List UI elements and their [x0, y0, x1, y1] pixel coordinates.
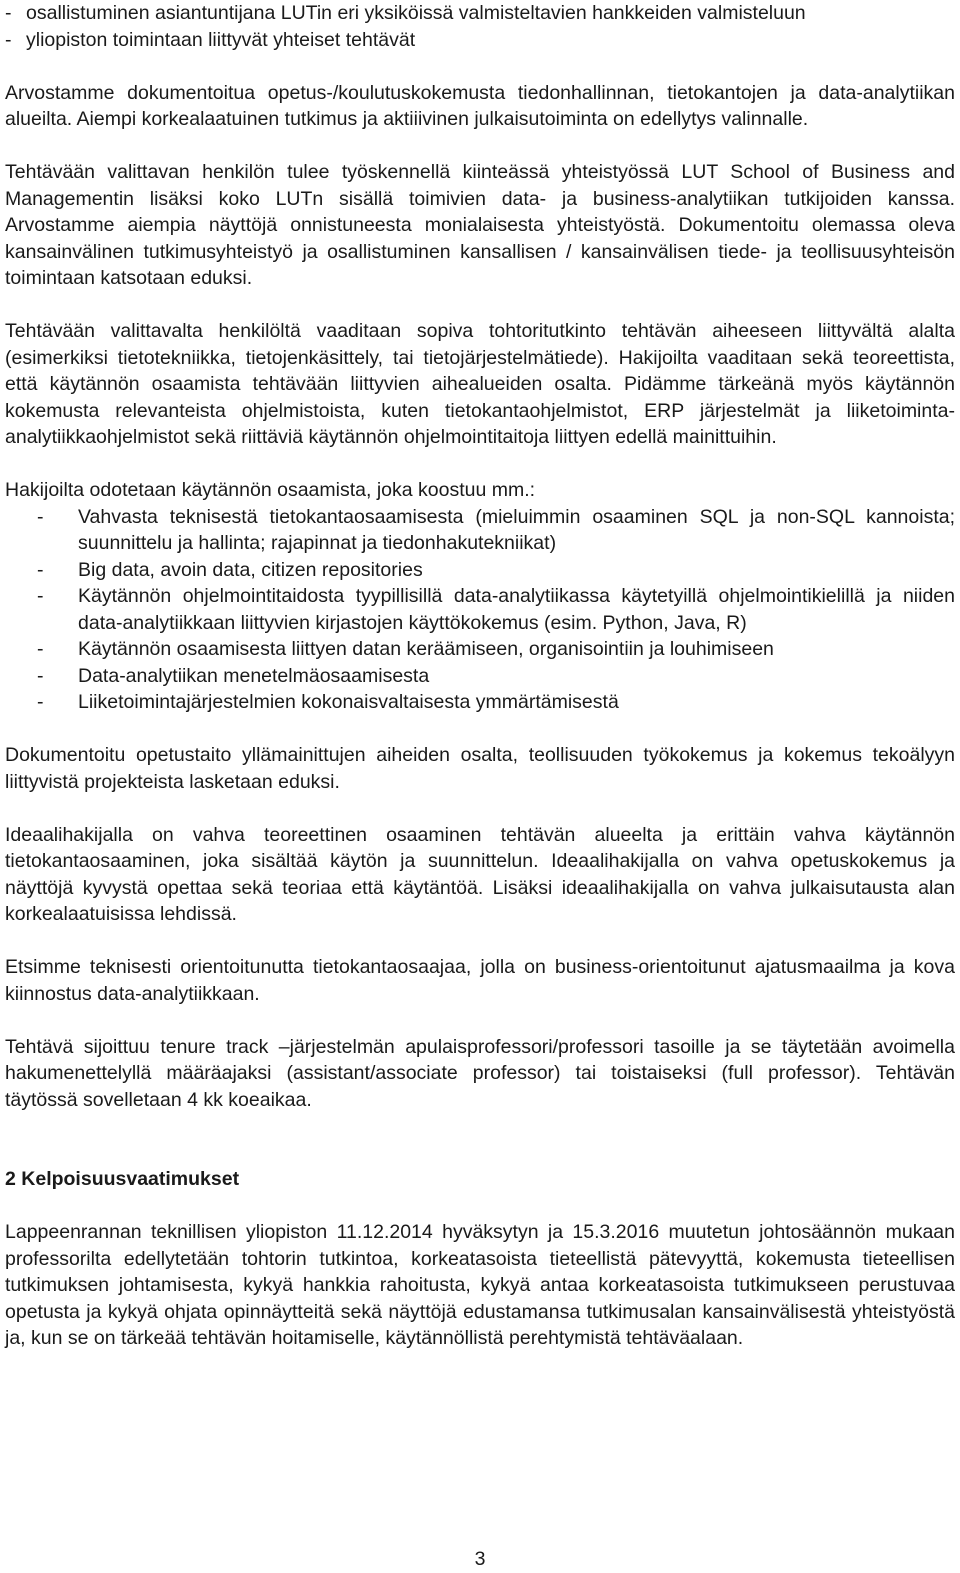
- list-dash: -: [37, 505, 44, 528]
- paragraph-teaching-skill: Dokumentoitu opetustaito yllämainittujen aiheiden osalta, teollisuuden työkokemus ja kokemus tekoälyyn liittyvistä projekteista lasketaan eduksi.: [5, 744, 955, 793]
- list-item: [5, 557, 955, 584]
- paragraph-requirements: Tehtävään valittavalta henkilöltä vaaditaan sopiva tohtoritutkinto tehtävän aiheeseen liittyvältä alalta (esimerkiksi tietotekniikka, tietojenkäsittely, tai tietojärjestelmätiede). Hakijoilta vaaditaan sekä teoreettista, että käytännön osaamista tehtävään liittyvien aihealueiden osalta. Pidämme tärkeänä myös käytännön kokemusta relevanteista ohjelmistoista, kuten tietokantaohjelmistot, ERP järjestelmät ja liiketoiminta-analytiikkaohjelmistot sekä riittäviä käytännön ohjelmointitaitoja liittyen edellä mainittuihin.: [5, 320, 955, 448]
- list-item-text: Liiketoimintajärjestelmien kokonaisvaltaisesta ymmärtämisestä: [78, 691, 619, 713]
- skills-list: [5, 504, 955, 716]
- document-page: [5, 0, 955, 1352]
- paragraph-collaboration: Tehtävään valittavan henkilön tulee työskennellä kiinteässä yhteistyössä LUT School of Business and Managementin lisäksi koko LUTn sisällä toimivien data- ja business-analytiikan tutkijoiden kanssa. Arvostamme aiempia näyttöjä onnistuneesta monialaisesta yhteistyöstä. Dokumentoitu olemassa oleva kansainvälinen tutkimusyhteistyö ja osallistuminen kansallisen / kansainvälisen tiede- ja teollisuusyhteisön toimintaan katsotaan eduksi.: [5, 161, 955, 289]
- list-dash: -: [37, 638, 44, 660]
- list-item: [5, 663, 955, 690]
- list-dash: -: [5, 2, 12, 24]
- paragraph-seeking: Etsimme teknisesti orientoitunutta tietokantaosaajaa, jolla on business-orientoitunut ajatusmaailma ja kova kiinnostus data-analytiikkaan.: [5, 956, 955, 1005]
- list-item: [5, 504, 955, 557]
- section-heading: 2 Kelpoisuusvaatimukset: [5, 1168, 240, 1190]
- list-dash: -: [37, 558, 44, 581]
- list-item: [5, 636, 955, 663]
- paragraph-teaching-experience: Arvostamme dokumentoitua opetus-/koulutuskokemusta tiedonhallinnan, tietokantojen ja data-analytiikan alueilta. Aiempi korkealaatuinen tutkimus ja aktiiivinen julkaisutoiminta on edellytys valinnalle.: [5, 81, 955, 130]
- list-item: [5, 27, 955, 54]
- list-item-text: Big data, avoin data, citizen repositories: [78, 558, 423, 581]
- list-item-text: Käytännön ohjelmointitaidosta tyypillisillä data-analytiikassa käytetyillä ohjelmointikielillä ja niiden data-analytiikkaan liittyvien kirjastojen käyttökokemus (esim. Python, Java, R): [78, 585, 955, 634]
- page-number: 3: [474, 1548, 486, 1570]
- list-dash: -: [5, 28, 12, 51]
- list-dash: -: [37, 585, 44, 607]
- top-list: [5, 0, 955, 53]
- list-item: [5, 689, 955, 716]
- paragraph-tenure-track: Tehtävä sijoittuu tenure track –järjestelmän apulaisprofessori/professori tasoille ja se täytetään avoimella hakumenettelyllä määräajaksi (assistant/associate professor) tai toistaiseksi (full professor). Tehtävän täytössä sovelletaan 4 kk koeaikaa.: [5, 1035, 955, 1111]
- list-item-text: Data-analytiikan menetelmäosaamisesta: [78, 664, 430, 687]
- paragraph-skills-intro: Hakijoilta odotetaan käytännön osaamista, joka koostuu mm.:: [5, 479, 536, 501]
- list-item-text: yliopiston toimintaan liittyvät yhteiset tehtävät: [26, 28, 416, 51]
- list-item: [5, 583, 955, 636]
- paragraph-ideal-applicant: Ideaalihakijalla on vahva teoreettinen osaaminen tehtävän alueelta ja erittäin vahva käytännön tietokantaosaaminen, joka sisältää käytön ja suunnittelun. Ideaalihakijalla on vahva opetuskokemus ja näyttöjä kyvystä opettaa sekä teoriaa että käytäntöä. Lisäksi ideaalihakijalla on vahva julkaisutausta alan korkealaatuisissa lehdissä.: [5, 823, 955, 925]
- paragraph-qualifications: Lappeenrannan teknillisen yliopiston 11.12.2014 hyväksytyn ja 15.3.2016 muutetun johtosäännön mukaan professorilta edellytetään tohtorin tutkintoa, korkeatasoista tieteellistä pätevyyttä, kokemusta tieteellisen tutkimuksen johtamisesta, kykyä hankkia rahoitusta, kykyä antaa korkeatasoista tutkimukseen perustuvaa opetusta ja kykyä ohjata opinnäytteitä sekä näyttöjä edustamansa tutkimusalan kansainvälisestä yhteistyöstä ja, kun se on tärkeää tehtävän hoitamiselle, käytännöllistä perehtymistä tehtäväalaan.: [5, 1221, 955, 1349]
- list-item: [5, 0, 955, 27]
- list-dash: -: [37, 691, 44, 713]
- list-dash: -: [37, 664, 44, 687]
- list-item-text: Vahvasta teknisestä tietokantaosaamisesta (mieluimmin osaaminen SQL ja non-SQL kannoista; suunnittelu ja hallinta; rajapinnat ja tiedonhakutekniikat): [78, 505, 955, 554]
- list-item-text: osallistuminen asiantuntijana LUTin eri yksiköissä valmisteltavien hankkeiden valmisteluun: [26, 2, 806, 24]
- list-item-text: Käytännön osaamisesta liittyen datan keräämiseen, organisointiin ja louhimiseen: [78, 638, 774, 660]
